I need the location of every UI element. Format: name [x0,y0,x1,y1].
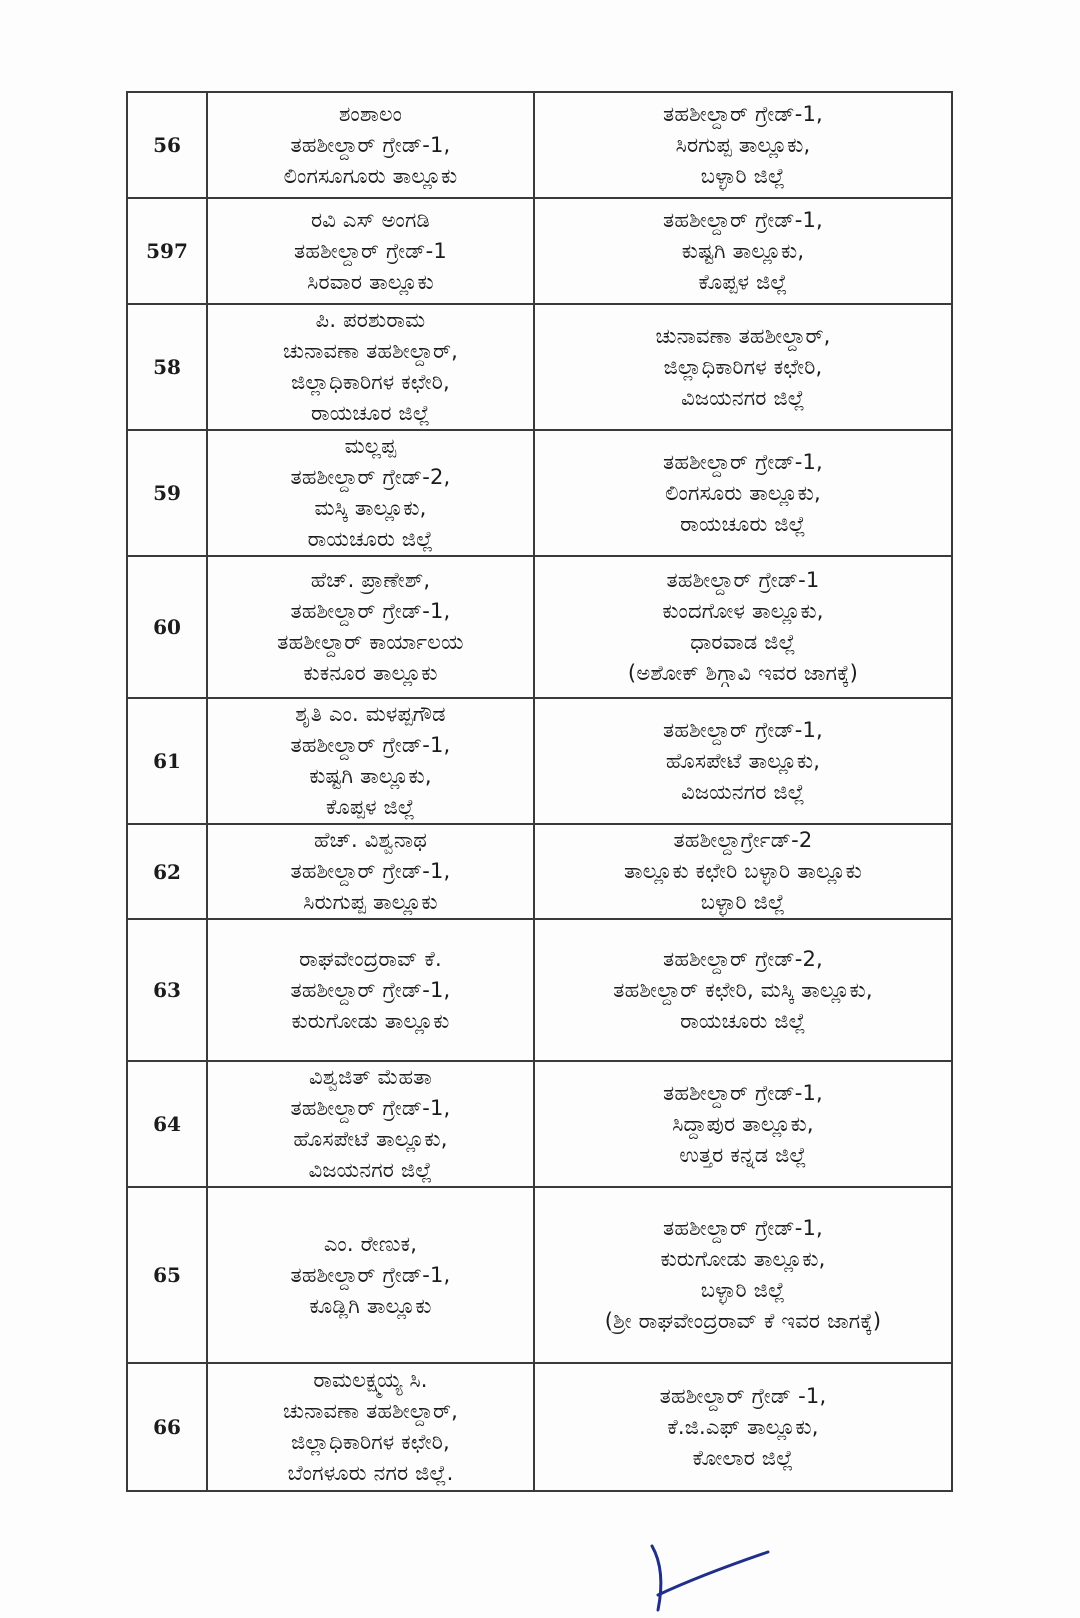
new-posting-line: ಬಳ್ಳಾರಿ ಜಿಲ್ಲೆ [700,890,786,914]
new-posting-line: ತಹಶೀಲ್ದಾರ್ ಕಛೇರಿ, ಮಸ್ಕಿ ತಾಲ್ಲೂಕು, [613,977,873,1002]
new-posting-cell [534,92,952,198]
new-posting-cell [534,824,952,919]
current-posting-line: ತಹಶೀಲ್ದಾರ್ ಗ್ರೇಡ್-1, [290,733,451,757]
serial-number-cell: 65 [127,1187,207,1363]
current-posting-line: ಬೆಂಗಳೂರು ನಗರ ಜಿಲ್ಲೆ. [287,1461,454,1485]
current-posting-cell [207,92,534,198]
new-posting-line: ತಹಶೀಲ್ದಾರ್ ಗ್ರೇಡ್-1, [663,1216,823,1240]
serial-number-cell: 58 [127,304,207,430]
new-posting-line: ತಹಶೀಲ್ದಾರ್ ಗ್ರೇಡ್-1, [663,207,823,232]
current-posting-line: ತಹಶೀಲ್ದಾರ್ ಕಾರ್ಯಾಲಯ [277,630,464,654]
serial-number-cell: 64 [127,1061,207,1187]
new-posting-line: ಕುರುಗೋಡು ತಾಲ್ಲೂಕು, [660,1247,826,1271]
serial-number-cell: 597 [127,198,207,304]
table-row [127,1061,952,1187]
current-posting-line: ತಹಶೀಲ್ದಾರ್ ಗ್ರೇಡ್-1, [290,132,451,157]
table-row [127,92,952,198]
current-posting-line: ತಹಶೀಲ್ದಾರ್ ಗ್ರೇಡ್-1, [290,977,451,1002]
new-posting-line: ಉತ್ತರ ಕನ್ನಡ ಜಿಲ್ಲೆ [679,1142,807,1167]
current-posting-line: ರಾಯಚೂರು ಜಿಲ್ಲೆ [307,527,434,551]
new-posting-cell [534,430,952,556]
new-posting-line: ಬಳ್ಳಾರಿ ಜಿಲ್ಲೆ [700,163,786,188]
current-posting-line: ಮಸ್ಕಿ ತಾಲ್ಲೂಕು, [314,496,427,520]
new-posting-cell [534,198,952,304]
new-posting-line: ರಾಯಚೂರು ಜಿಲ್ಲೆ [680,511,806,536]
current-posting-line: ಕೊಪ್ಪಳ ಜಿಲ್ಲೆ [325,795,416,819]
current-posting-line: ರವಿ ಎಸ್ ಅಂಗಡಿ [311,207,430,232]
current-posting-line: ತಹಶೀಲ್ದಾರ್ ಗ್ರೇಡ್-1, [290,1262,451,1287]
new-posting-cell [534,1061,952,1187]
table-row [127,698,952,824]
new-posting-line: ಕೊಪ್ಪಳ ಜಿಲ್ಲೆ [698,269,788,294]
new-posting-line: ಬಳ್ಳಾರಿ ಜಿಲ್ಲೆ [700,1278,786,1302]
table-row [127,1187,952,1363]
current-posting-line: ರಾಘವೇಂದ್ರರಾವ್ ಕೆ. [299,946,442,971]
serial-number-cell: 66 [127,1363,207,1491]
current-posting-line: ತಹಶೀಲ್ದಾರ್ ಗ್ರೇಡ್-1 [293,238,447,263]
current-posting-cell [207,1187,534,1363]
new-posting-cell [534,556,952,698]
current-posting-line: ಚುನಾವಣಾ ತಹಶೀಲ್ದಾರ್, [282,1399,459,1423]
current-posting-line: ಕುಕನೂರ ತಾಲ್ಲೂಕು [303,661,438,685]
current-posting-line: ತಹಶೀಲ್ದಾರ್ ಗ್ರೇಡ್-1, [290,859,451,883]
new-posting-line: (ಅಶೋಕ್ ಶಿಗ್ಗಾವಿ ಇವರ ಜಾಗಕ್ಕೆ) [627,661,859,685]
current-posting-line: ಜಿಲ್ಲಾಧಿಕಾರಿಗಳ ಕಛೇರಿ, [291,370,450,394]
new-posting-line: ತಹಶೀಲ್ದಾರ್ ಗ್ರೇಡ್ -1, [659,1383,827,1408]
new-posting-line: ತಹಶೀಲ್ದಾರ್ ಗ್ರೇಡ್-2, [663,946,823,971]
serial-number-cell: 60 [127,556,207,698]
new-posting-cell [534,304,952,430]
table-row [127,824,952,919]
current-posting-cell [207,430,534,556]
current-posting-line: ಸಿರವಾರ ತಾಲ್ಲೂಕು [307,269,434,294]
current-posting-line: ಹೆಚ್. ವಿಶ್ವನಾಥ [314,828,427,852]
serial-number-cell: 56 [127,92,207,198]
current-posting-line: ಕುರುಗೋಡು ತಾಲ್ಲೂಕು [291,1008,450,1033]
new-posting-line: ಕುಂದಗೋಳ ತಾಲ್ಲೂಕು, [662,599,824,623]
new-posting-line: ಹೊಸಪೇಟೆ ತಾಲ್ಲೂಕು, [665,748,821,773]
current-posting-line: ಪಿ. ಪರಶುರಾಮ [315,308,426,332]
current-posting-cell [207,1061,534,1187]
current-posting-cell [207,698,534,824]
new-posting-line: ಜಿಲ್ಲಾಧಿಕಾರಿಗಳ ಕಛೇರಿ, [663,354,823,379]
current-posting-line: ರಾಯಚೂರ ಜಿಲ್ಲೆ [311,401,430,425]
serial-number-cell: 61 [127,698,207,824]
new-posting-line: ಚುನಾವಣಾ ತಹಶೀಲ್ದಾರ್, [655,323,831,348]
current-posting-line: ಎಂ. ರೇಣುಕ, [323,1231,418,1256]
current-posting-line: ಹೆಚ್. ಪ್ರಾಣೇಶ್, [310,568,431,592]
current-posting-cell [207,824,534,919]
current-posting-line: ವಿಜಯನಗರ ಜಿಲ್ಲೆ [308,1158,433,1182]
new-posting-line: (ಶ್ರೀ ರಾಘವೇಂದ್ರರಾವ್ ಕೆ ಇವರ ಜಾಗಕ್ಕೆ) [604,1309,882,1333]
current-posting-line: ತಹಶೀಲ್ದಾರ್ ಗ್ರೇಡ್-1, [290,1096,451,1120]
transfer-table-body [127,92,952,1491]
current-posting-cell [207,304,534,430]
current-posting-line: ತಹಶೀಲ್ದಾರ್ ಗ್ರೇಡ್-1, [290,599,451,623]
current-posting-line: ವಿಶ್ವಜಿತ್ ಮೆಹತಾ [308,1065,433,1089]
new-posting-line: ಸಿರಗುಪ್ಪ ತಾಲ್ಲೂಕು, [675,132,811,157]
signature-mark [640,1540,780,1618]
new-posting-line: ತಾಲ್ಲೂಕು ಕಛೇರಿ ಬಳ್ಳಾರಿ ತಾಲ್ಲೂಕು [624,859,862,883]
table-row [127,556,952,698]
current-posting-line: ಕುಷ್ಟಗಿ ತಾಲ್ಲೂಕು, [309,764,432,788]
current-posting-line: ಮಲ್ಲಪ್ಪ [344,434,397,458]
transfer-table [126,91,953,1492]
new-posting-line: ಕುಷ್ಟಗಿ ತಾಲ್ಲೂಕು, [681,238,805,263]
new-posting-line: ಧಾರವಾಡ ಜಿಲ್ಲೆ [690,630,796,654]
new-posting-cell [534,698,952,824]
new-posting-line: ವಿಜಯನಗರ ಜಿಲ್ಲೆ [681,779,805,804]
current-posting-line: ಸಿರುಗುಪ್ಪ ತಾಲ್ಲೂಕು [303,890,438,914]
new-posting-line: ವಿಜಯನಗರ ಜಿಲ್ಲೆ [681,385,805,410]
new-posting-line: ತಹಶೀಲ್ದಾರ್ಗ್ರೇಡ್-2 [673,828,813,852]
new-posting-line: ಕೋಲಾರ ಜಿಲ್ಲೆ [692,1445,794,1470]
table-row [127,1363,952,1491]
new-posting-line: ತಹಶೀಲ್ದಾರ್ ಗ್ರೇಡ್-1, [663,1080,823,1105]
current-posting-line: ತಹಶೀಲ್ದಾರ್ ಗ್ರೇಡ್-2, [290,465,451,489]
new-posting-line: ತಹಶೀಲ್ದಾರ್ ಗ್ರೇಡ್-1, [663,717,823,742]
table-row [127,304,952,430]
current-posting-line: ರಾಮಲಕ್ಷ್ಮಯ್ಯ ಸಿ. [313,1368,428,1392]
new-posting-line: ಕೆ.ಜಿ.ಎಫ್ ತಾಲ್ಲೂಕು, [667,1414,819,1439]
current-posting-line: ಕೂಡ್ಲಿಗಿ ತಾಲ್ಲೂಕು [309,1293,432,1318]
new-posting-line: ಸಿದ್ದಾಪುರ ತಾಲ್ಲೂಕು, [672,1111,814,1136]
new-posting-cell [534,1363,952,1491]
serial-number-cell: 63 [127,919,207,1061]
current-posting-cell [207,1363,534,1491]
current-posting-cell [207,919,534,1061]
current-posting-line: ಚುನಾವಣಾ ತಹಶೀಲ್ದಾರ್, [282,339,459,363]
current-posting-cell [207,556,534,698]
new-posting-cell [534,1187,952,1363]
current-posting-cell [207,198,534,304]
new-posting-line: ರಾಯಚೂರು ಜಿಲ್ಲೆ [680,1008,806,1033]
new-posting-line: ತಹಶೀಲ್ದಾರ್ ಗ್ರೇಡ್-1 [666,568,820,592]
current-posting-line: ಲಿಂಗಸೂಗೂರು ತಾಲ್ಲೂಕು [283,163,458,188]
new-posting-cell [534,919,952,1061]
table-row [127,430,952,556]
new-posting-line: ಲಿಂಗಸೂರು ತಾಲ್ಲೂಕು, [665,480,821,505]
serial-number-cell: 59 [127,430,207,556]
serial-number-cell: 62 [127,824,207,919]
new-posting-line: ತಹಶೀಲ್ದಾರ್ ಗ್ರೇಡ್-1, [663,449,823,474]
table-row [127,198,952,304]
current-posting-line: ಹೊಸಪೇಟೆ ತಾಲ್ಲೂಕು, [293,1127,448,1151]
table-row [127,919,952,1061]
current-posting-line: ಜಿಲ್ಲಾಧಿಕಾರಿಗಳ ಕಛೇರಿ, [291,1430,450,1454]
current-posting-line: ಶೃತಿ ಎಂ. ಮಳಪ್ಪಗೌಡ [295,702,446,726]
new-posting-line: ತಹಶೀಲ್ದಾರ್ ಗ್ರೇಡ್-1, [663,101,823,126]
current-posting-line: ಶಂಶಾಲಂ [338,101,403,126]
